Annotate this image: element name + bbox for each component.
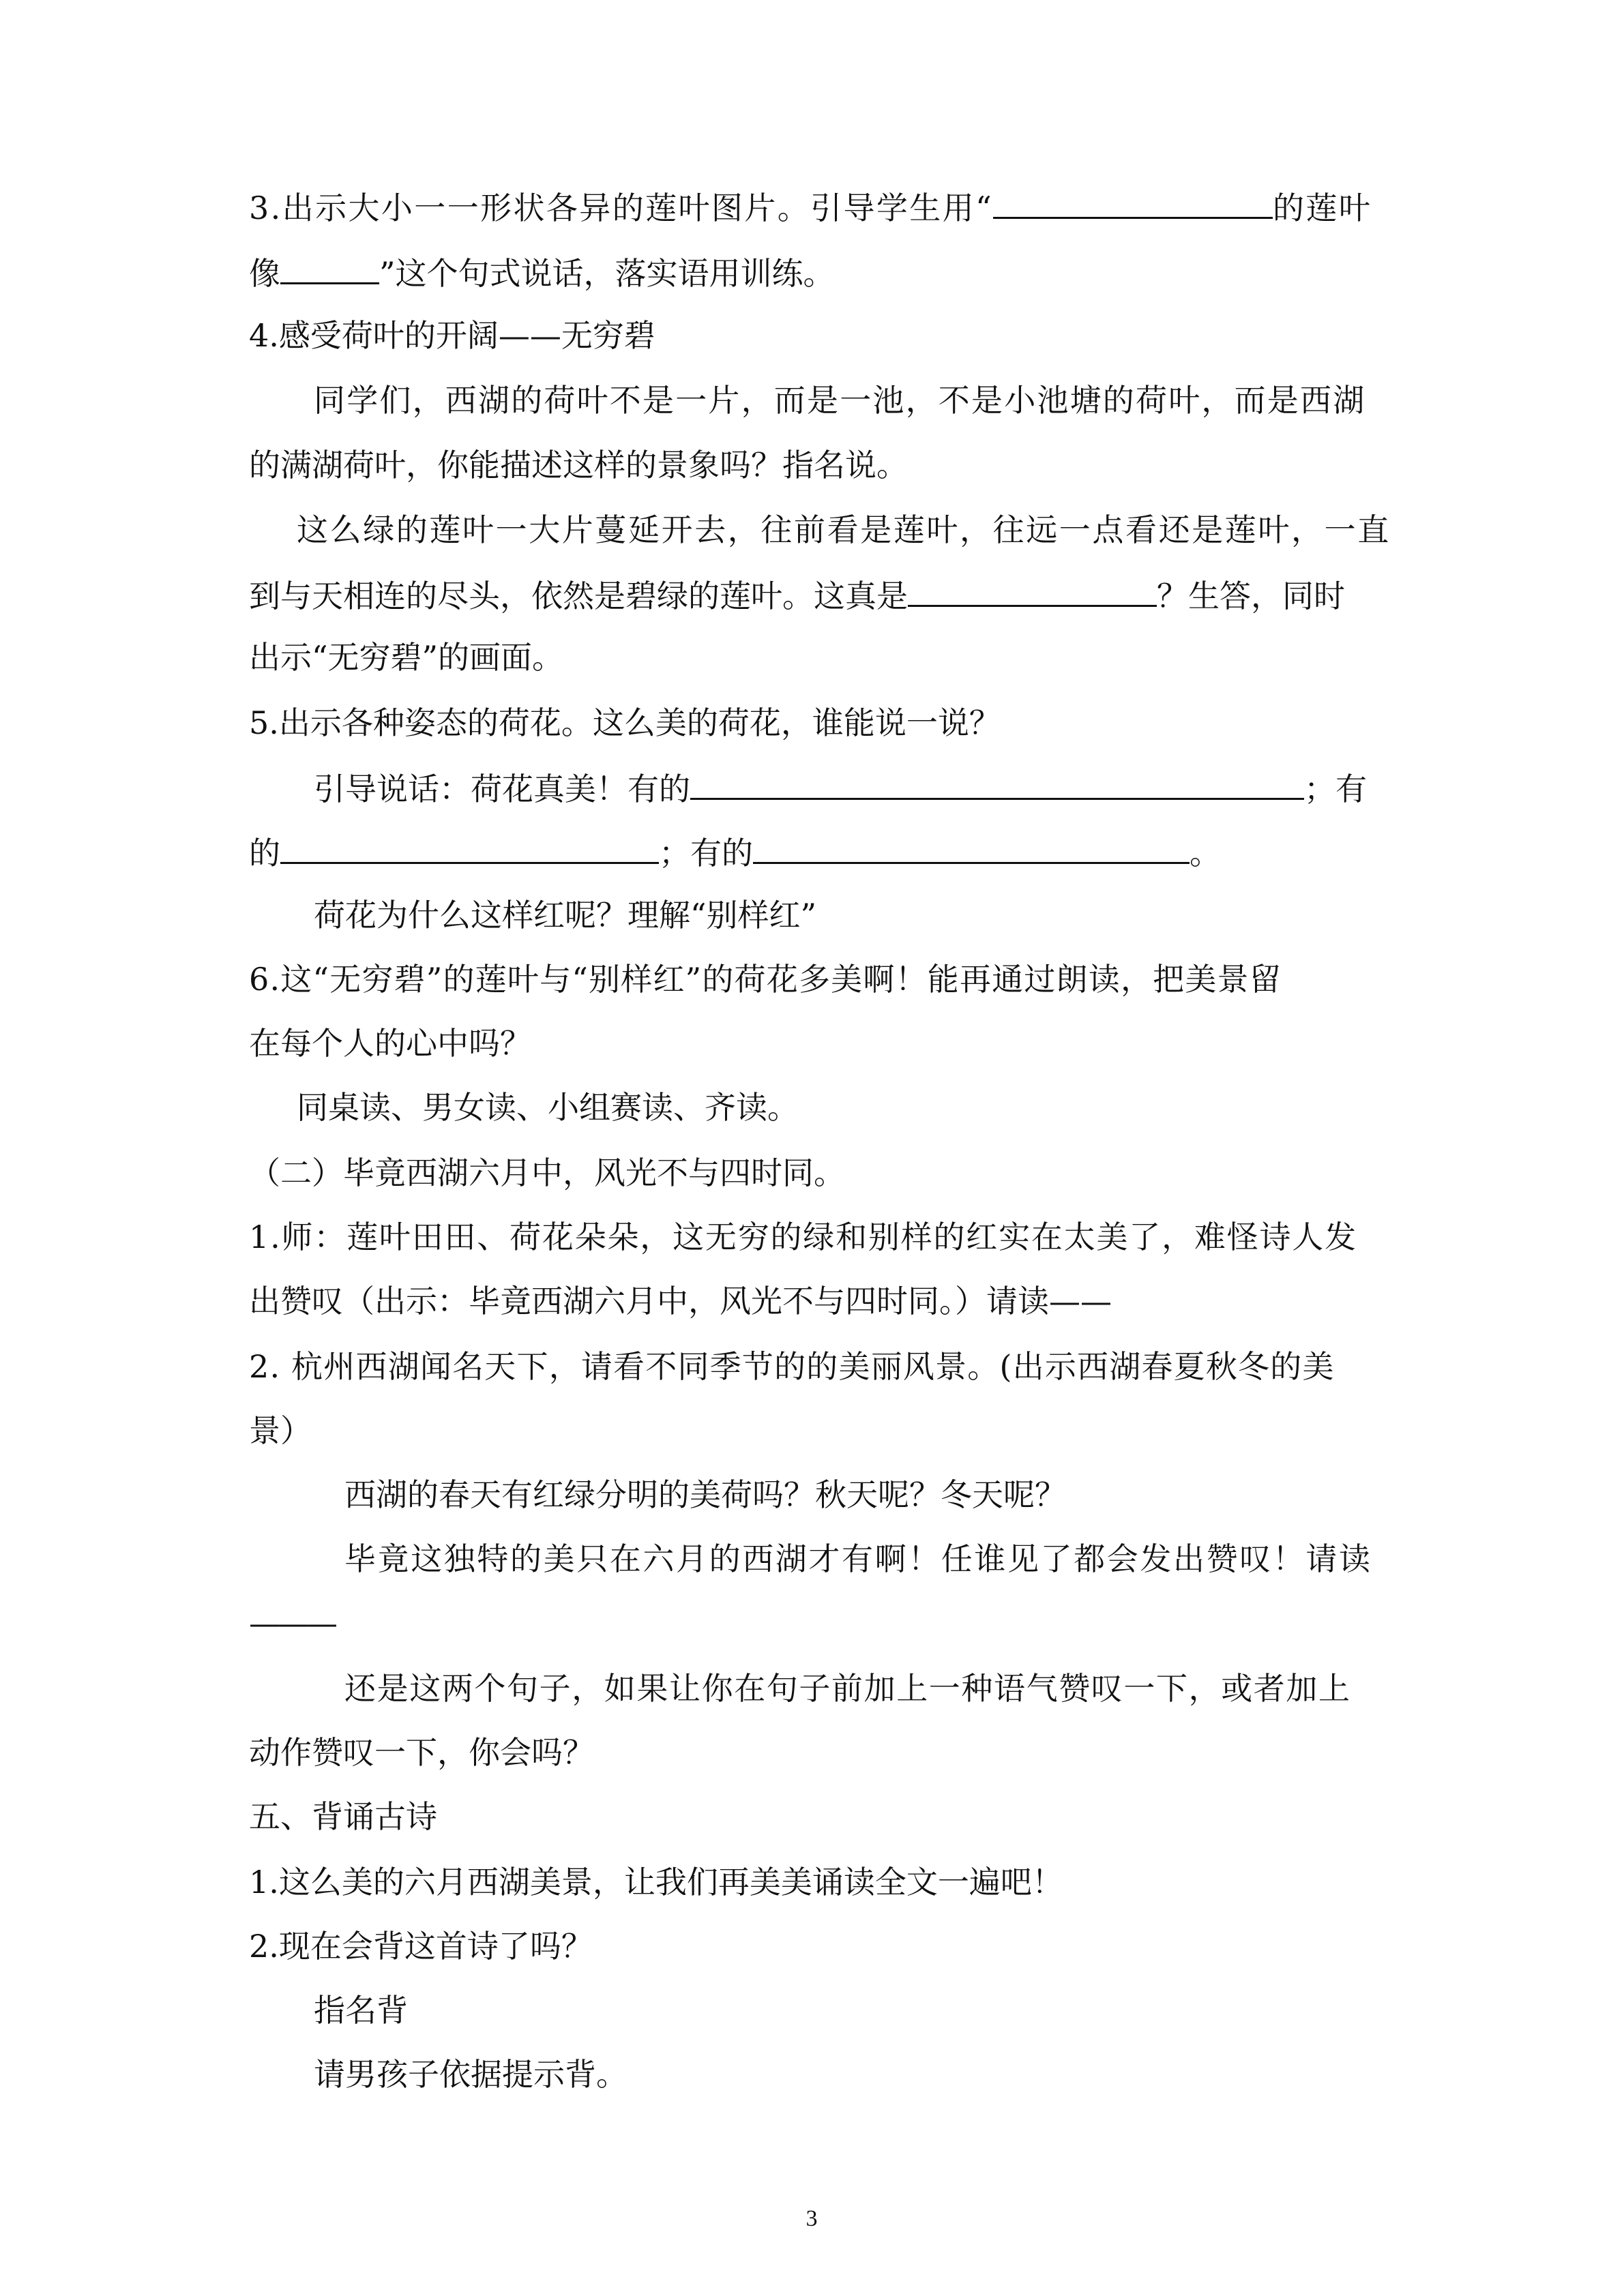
text-line	[344, 1668, 1351, 1709]
text-run: 这么绿的莲叶一大片蔓延开去，往前看是莲叶，往远一点看还是莲叶，一直	[297, 511, 1391, 548]
text-run: 6.这“无穷碧”的莲叶与“别样红”的荷花多美啊！能再通过朗读，把美景留	[249, 961, 1282, 998]
text-line	[249, 1862, 1063, 1903]
text-line	[314, 1990, 408, 2031]
fill-in-blank	[993, 185, 1273, 219]
text-line	[249, 831, 1221, 874]
text-run: 4.感受荷叶的开阔——无穷碧	[249, 317, 655, 354]
text-line	[297, 509, 1391, 550]
text-run: 景）	[249, 1412, 312, 1449]
text-line	[249, 315, 655, 356]
text-run: ———	[249, 1605, 335, 1641]
text-line	[314, 2054, 628, 2095]
text-line	[249, 1152, 845, 1193]
text-run: ？生答，同时	[1157, 578, 1345, 614]
text-line	[249, 185, 1372, 228]
text-line	[249, 1281, 1112, 1322]
text-line	[249, 1217, 1357, 1257]
text-run: ”这个句式说话，落实语用训练。	[379, 255, 835, 292]
text-run: 。	[1190, 835, 1221, 871]
text-run: 像	[249, 255, 280, 292]
text-run: 在每个人的心中吗？	[249, 1025, 531, 1062]
text-run: ；有	[1304, 771, 1367, 807]
text-line	[249, 573, 1345, 616]
text-line	[249, 1023, 531, 1064]
text-line	[344, 1474, 1066, 1515]
fill-in-blank	[280, 831, 659, 864]
text-run: 还是这两个句子，如果让你在句子前加上一种语气赞叹一下，或者加上	[344, 1670, 1351, 1707]
text-run: 2. 杭州西湖闻名天下，请看不同季节的的美丽风景。(出示西湖春夏秋冬的美	[249, 1348, 1335, 1385]
fill-in-blank	[280, 251, 379, 284]
text-line	[249, 1732, 594, 1773]
text-line	[297, 1087, 799, 1128]
text-line	[249, 1410, 312, 1451]
fill-in-blank	[753, 831, 1190, 864]
page-number: 3	[806, 2206, 818, 2231]
text-line	[249, 1602, 335, 1643]
text-run: 1.这么美的六月西湖美景，让我们再美美诵读全文一遍吧！	[249, 1864, 1063, 1900]
text-line	[314, 766, 1367, 809]
text-run: 西湖的春天有红绿分明的美荷吗？秋天呢？冬天呢？	[344, 1476, 1066, 1513]
text-run: 引导说话：荷花真美！有的	[314, 771, 690, 807]
text-line	[249, 959, 1282, 1000]
text-run: 到与天相连的尽头，依然是碧绿的莲叶。这真是	[249, 578, 908, 614]
text-line	[314, 380, 1365, 421]
text-line	[249, 445, 908, 486]
text-run: 请男孩子依据提示背。	[314, 2056, 628, 2093]
text-line	[249, 637, 563, 678]
text-run: （二）毕竟西湖六月中，风光不与四时同。	[249, 1154, 845, 1191]
text-run: 出赞叹（出示：毕竟西湖六月中，风光不与四时同。）请读——	[249, 1283, 1112, 1320]
text-line	[249, 1796, 437, 1837]
text-run: 毕竟这独特的美只在六月的西湖才有啊！任谁见了都会发出赞叹！请读	[344, 1540, 1372, 1577]
text-run: 5.出示各种姿态的荷花。这么美的荷花，谁能说一说？	[249, 704, 1001, 741]
text-line	[344, 1538, 1372, 1579]
text-line	[249, 702, 1001, 743]
text-run: 同桌读、男女读、小组赛读、齐读。	[297, 1089, 799, 1126]
fill-in-blank	[690, 766, 1304, 800]
fill-in-blank	[908, 573, 1157, 607]
text-line	[249, 1346, 1335, 1387]
text-line	[249, 1926, 593, 1967]
text-run: 的满湖荷叶，你能描述这样的景象吗？指名说。	[249, 447, 908, 483]
text-run: 五、背诵古诗	[249, 1798, 437, 1835]
text-run: 的莲叶	[1273, 190, 1372, 226]
text-run: 动作赞叹一下，你会吗？	[249, 1734, 594, 1771]
text-run: 指名背	[314, 1992, 408, 2029]
text-run: 1.师：莲叶田田、荷花朵朵，这无穷的绿和别样的红实在太美了，难怪诗人发	[249, 1219, 1357, 1255]
text-run: ；有的	[659, 835, 753, 871]
text-run: 3.出示大小一一形状各异的莲叶图片。引导学生用“	[249, 190, 994, 226]
text-run: 的	[249, 835, 280, 871]
text-run: 荷花为什么这样红呢？理解“别样红”	[314, 897, 817, 934]
text-line	[314, 895, 816, 936]
text-run: 2.现在会背这首诗了吗？	[249, 1928, 593, 1965]
text-line	[249, 251, 835, 294]
text-run: 同学们，西湖的荷叶不是一片，而是一池，不是小池塘的荷叶，而是西湖	[314, 382, 1366, 419]
text-run: 出示“无穷碧”的画面。	[249, 639, 564, 676]
